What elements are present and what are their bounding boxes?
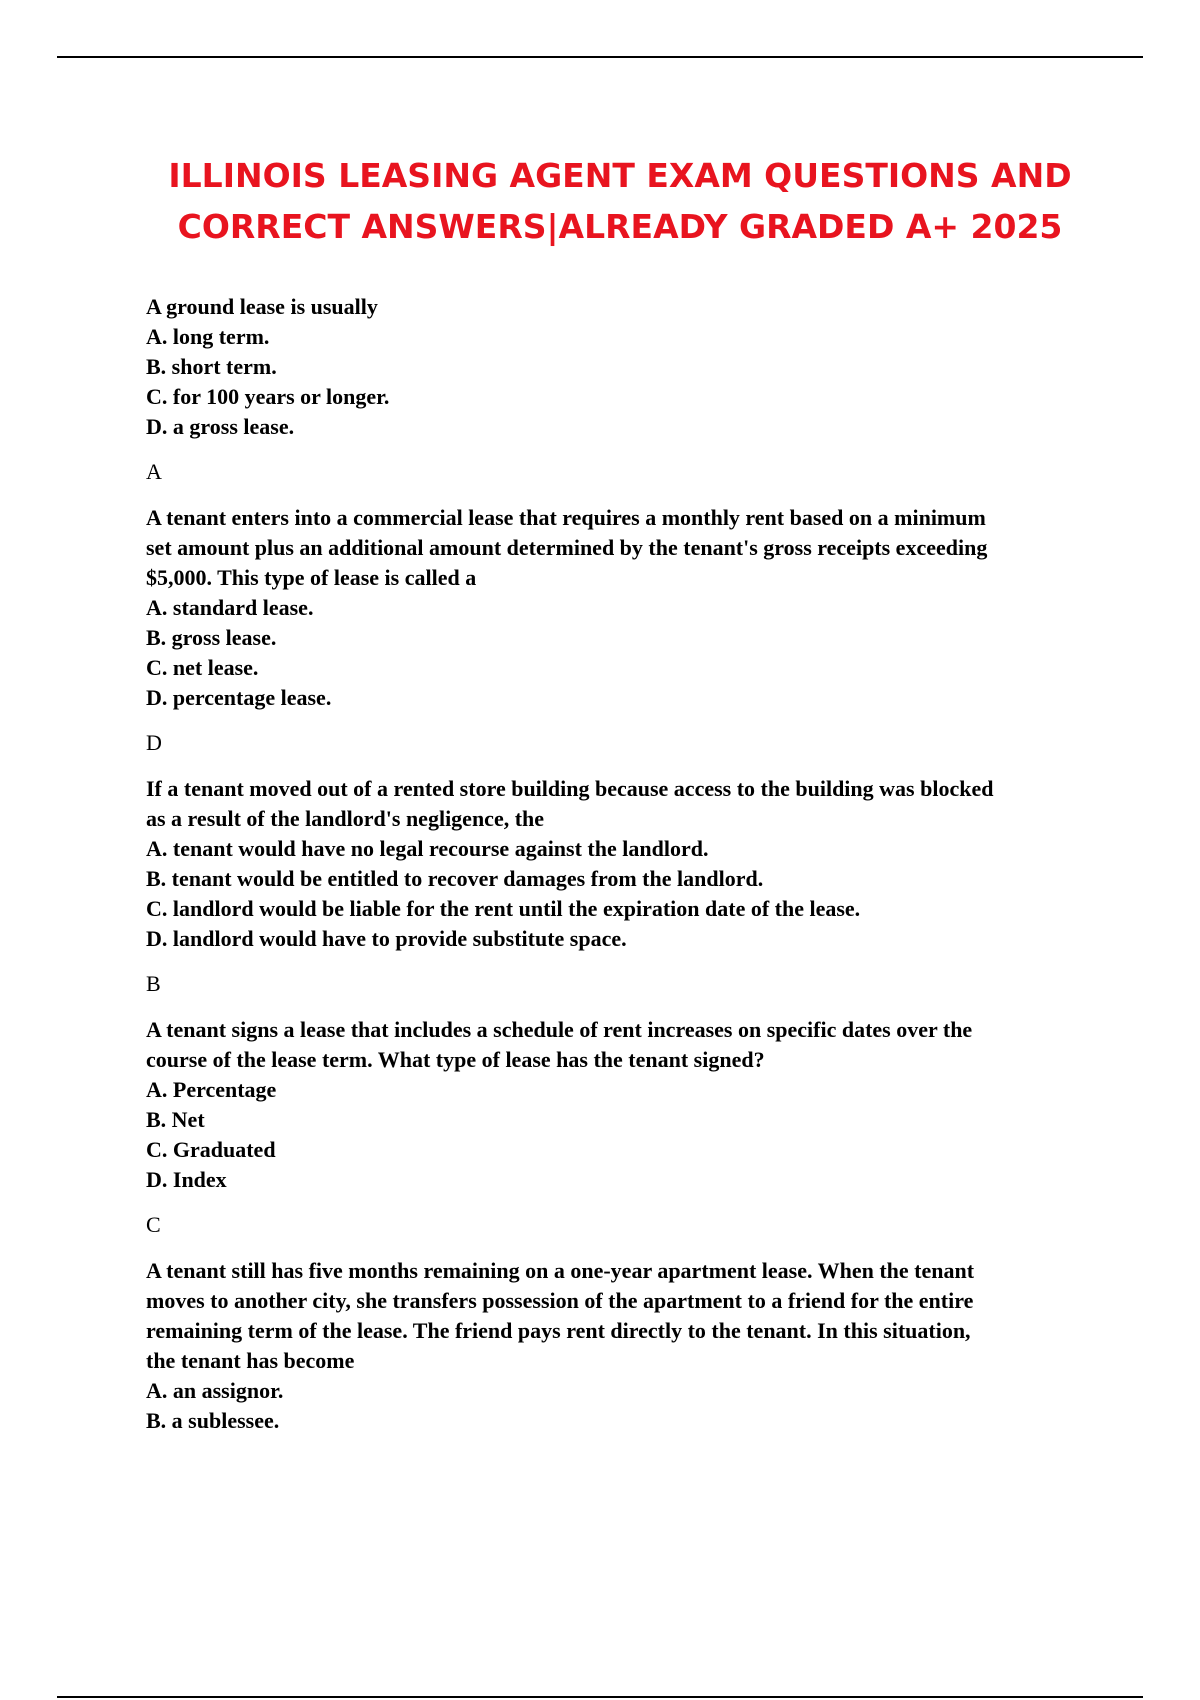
correct-answer: A — [146, 459, 162, 484]
question-text: course of the lease term. What type of lease has the tenant signed? — [146, 1047, 765, 1072]
title-line-1: ILLINOIS LEASING AGENT EXAM QUESTIONS AND — [168, 156, 1072, 195]
correct-answer: D — [146, 730, 162, 755]
correct-answer: C — [146, 1212, 161, 1237]
bottom-rule — [57, 1696, 1143, 1698]
question-text: moves to another city, she transfers possession of the apartment to a friend for the entire — [146, 1288, 974, 1313]
question-list — [146, 292, 1146, 1436]
option-d: D. landlord would have to provide substitute space. — [146, 926, 627, 951]
option-a: A. tenant would have no legal recourse against the landlord. — [146, 836, 709, 861]
top-rule — [57, 56, 1143, 58]
option-c: C. for 100 years or longer. — [146, 384, 390, 409]
question-text: remaining term of the lease. The friend pays rent directly to the tenant. In this situation, — [146, 1318, 971, 1343]
question-text: A ground lease is usually — [146, 294, 378, 319]
answer-options — [146, 1376, 1146, 1436]
option-d: D. a gross lease. — [146, 414, 295, 439]
option-b: B. a sublessee. — [146, 1408, 280, 1433]
option-c: C. net lease. — [146, 655, 259, 680]
question-text: A tenant still has five months remaining on a one-year apartment lease. When the tenant — [146, 1258, 975, 1283]
question-text: A tenant enters into a commercial lease that requires a monthly rent based on a minimum — [146, 505, 986, 530]
option-c: C. landlord would be liable for the rent until the expiration date of the lease. — [146, 896, 861, 921]
option-b: B. gross lease. — [146, 625, 277, 650]
option-a: A. standard lease. — [146, 595, 314, 620]
question-text: set amount plus an additional amount determined by the tenant's gross receipts exceeding — [146, 535, 988, 560]
option-b: B. tenant would be entitled to recover damages from the landlord. — [146, 866, 764, 891]
document-title — [80, 150, 1160, 252]
option-a: A. Percentage — [146, 1077, 277, 1102]
question-text: If a tenant moved out of a rented store building because access to the building was blocked — [146, 776, 994, 801]
question-text: as a result of the landlord's negligence, the — [146, 806, 545, 831]
answer-options — [146, 834, 1146, 954]
question-text: A tenant signs a lease that includes a schedule of rent increases on specific dates over the — [146, 1017, 973, 1042]
option-c: C. Graduated — [146, 1137, 276, 1162]
question-block — [146, 1015, 1146, 1240]
question-text: the tenant has become — [146, 1348, 355, 1373]
answer-options — [146, 1075, 1146, 1195]
option-a: A. long term. — [146, 324, 270, 349]
question-block — [146, 503, 1146, 758]
option-d: D. percentage lease. — [146, 685, 332, 710]
title-line-2: CORRECT ANSWERS|ALREADY GRADED A+ 2025 — [177, 207, 1063, 246]
option-b: B. Net — [146, 1107, 205, 1132]
answer-options — [146, 322, 1146, 442]
question-text: $5,000. This type of lease is called a — [146, 565, 477, 590]
option-b: B. short term. — [146, 354, 277, 379]
option-a: A. an assignor. — [146, 1378, 284, 1403]
answer-options — [146, 593, 1146, 713]
question-block — [146, 292, 1146, 487]
option-d: D. Index — [146, 1167, 227, 1192]
question-block — [146, 774, 1146, 999]
correct-answer: B — [146, 971, 161, 996]
question-block — [146, 1256, 1146, 1436]
